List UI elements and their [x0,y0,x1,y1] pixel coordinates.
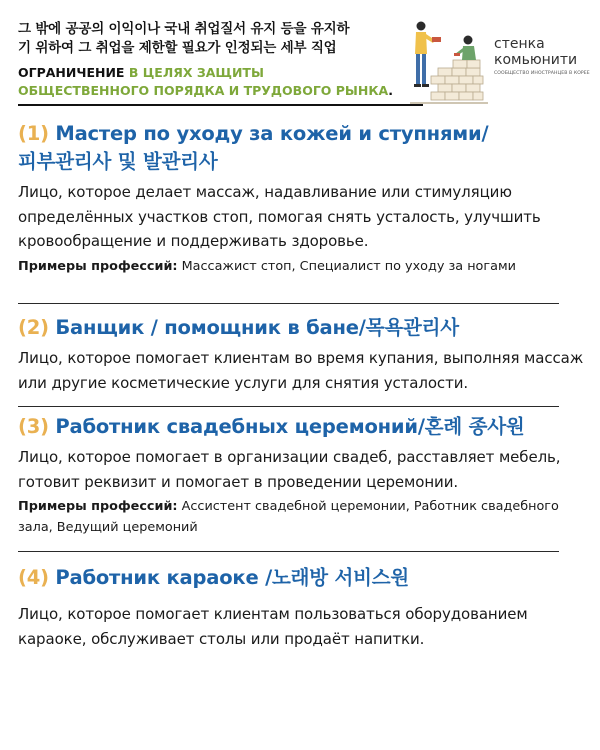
logo-line-2: комьюнити [494,52,578,68]
subtitle-line-2-green: ОБЩЕСТВЕННОГО ПОРЯДКА И ТРУДОВОГО РЫНКА [18,83,389,98]
logo-line-1: стенка [494,36,545,52]
section-3-examples-text: Ассистент свадебной церемонии, Работник свадебного зала, Ведущий церемоний [18,499,559,535]
section-2-number: (2) [18,316,49,339]
section-1-number: (1) [18,122,49,145]
section-4-number: (4) [18,566,49,589]
section-3-description: Лицо, которое помогает в организации свадеб, расставляет мебель, готовит реквизит и помогает в проведении церемонии. [18,448,561,491]
section-2 [18,314,588,395]
subtitle-period: . [388,83,393,98]
section-1-description: Лицо, которое делает массаж, надавливание или стимуляцию определённых участков стоп, помогая снять усталость, улучшить кровообращение и поддерживать здоровье. [18,183,541,250]
korean-title [18,20,418,58]
russian-subtitle [18,64,438,100]
section-1-examples [18,256,588,277]
divider-1 [18,303,559,304]
korean-title-line-1: 그 밖에 공공의 이익이나 국내 취업질서 유지 등을 유지하 [18,21,350,37]
section-4-heading [18,564,588,592]
section-1-heading [18,120,588,148]
subtitle-line-1-green: В ЦЕЛЯХ ЗАЩИТЫ [128,65,264,80]
subtitle-restriction-word: ОГРАНИЧЕНИЕ [18,65,129,80]
section-1-title-line-2: 피부관리사 및 발관리사 [18,150,218,173]
divider-3 [18,551,559,552]
korean-title-line-2: 기 위하여 그 취업을 제한할 필요가 인정되는 세부 직업 [18,40,337,56]
section-3-examples-label: Примеры профессий: [18,499,178,514]
section-4 [18,564,588,651]
section-4-description: Лицо, которое помогает клиентам пользоваться оборудованием караоке, обслуживает столы или продаёт напитки. [18,605,528,648]
section-3 [18,413,588,538]
section-1 [18,120,588,277]
section-1-examples-label: Примеры профессий: [18,258,178,274]
divider-2 [18,406,559,407]
section-3-examples [18,496,588,538]
section-2-heading [18,314,588,342]
section-2-description: Лицо, которое помогает клиентам во время купания, выполняя массаж или другие косметические услуги для снятия усталости. [18,349,584,392]
builders-illustration-icon [408,16,490,108]
section-1-title-line-1: Мастер по уходу за кожей и ступнями/ [55,122,489,145]
header-underline [18,104,423,106]
stenka-community-logo-icon [494,36,600,76]
section-4-title: Работник караоке /노래방 서비스원 [55,566,410,589]
logo-tagline: СООБЩЕСТВО ИНОСТРАНЦЕВ В КОРЕЕ [494,71,590,76]
section-3-title: Работник свадебных церемоний/혼례 종사원 [55,415,525,438]
page-header [0,0,600,110]
section-3-heading [18,413,588,441]
section-3-number: (3) [18,415,49,438]
section-1-examples-text: Массажист стоп, Специалист по уходу за ногами [177,258,516,274]
section-2-title: Банщик / помощник в бане/목욕관리사 [55,316,459,339]
